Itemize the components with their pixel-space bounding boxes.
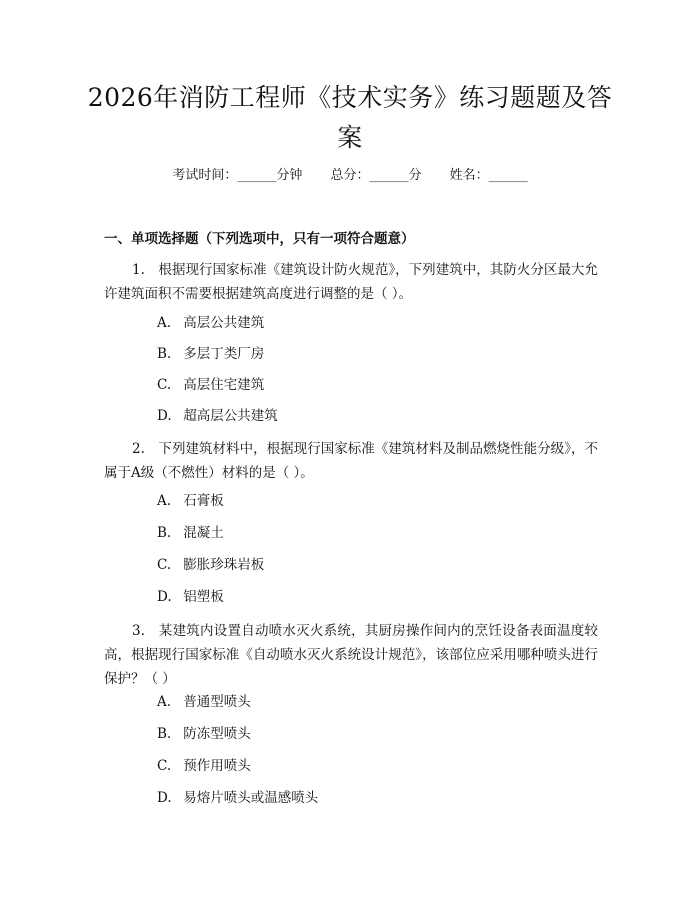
question-1-option-c (157, 375, 264, 395)
option-text: 多层丁类厂房 (183, 346, 265, 362)
question-2-option-b (157, 523, 224, 543)
question-1-option-b (157, 344, 264, 364)
option-label: D. (157, 408, 172, 424)
option-label: B. (157, 525, 172, 541)
option-text: 膨胀珍珠岩板 (183, 557, 265, 573)
section-heading: 一、单项选择题（下列选项中，只有一项符合题意） (104, 231, 415, 247)
question-3-option-d (157, 788, 318, 808)
option-label: C. (157, 377, 172, 393)
option-label: A. (157, 315, 172, 331)
option-label: A. (157, 493, 172, 509)
option-label: C. (157, 557, 172, 573)
question-1-text: 1. 根据现行国家标准《建筑设计防火规范》，下列建筑中，其防火分区最大允许建筑面积不需要根据建筑高度进行调整的是（ ）。 (104, 262, 598, 302)
option-text: 铝塑板 (183, 589, 224, 605)
option-text: 防冻型喷头 (183, 726, 251, 742)
page-title: 2026年消防工程师《技术实务》练习题题及答案 (87, 83, 613, 152)
question-3-option-b (157, 724, 251, 744)
option-text: 易熔片喷头或温感喷头 (183, 790, 319, 806)
exam-time-field: 考试时间：______分钟 (172, 168, 303, 183)
option-label: B. (157, 346, 172, 362)
option-text: 混凝土 (183, 525, 224, 541)
option-label: A. (157, 694, 172, 710)
question-2-option-d (157, 587, 224, 607)
question-1-option-d (157, 406, 278, 426)
question-3-text: 3. 某建筑内设置自动喷水灭火系统，其厨房操作间内的烹饪设备表面温度较高，根据现行国家标准《自动喷水灭火系统设计规范》，该部位应采用哪种喷头进行保护？（ ） (104, 623, 598, 687)
option-text: 超高层公共建筑 (183, 408, 278, 424)
option-text: 高层住宅建筑 (183, 377, 265, 393)
option-text: 普通型喷头 (183, 694, 251, 710)
question-3-option-a (157, 692, 251, 712)
option-text: 预作用喷头 (183, 758, 251, 774)
question-1-option-a (157, 313, 264, 333)
question-2-text: 2. 下列建筑材料中，根据现行国家标准《建筑材料及制品燃烧性能分级》，不属于A级（不燃性）材料的是（ ）。 (104, 441, 598, 481)
option-label: D. (157, 589, 172, 605)
option-label: C. (157, 758, 172, 774)
option-text: 高层公共建筑 (183, 315, 265, 331)
question-2-option-c (157, 555, 264, 575)
total-score-field: 总分：______分 (330, 168, 422, 183)
exam-meta (0, 166, 700, 186)
option-label: D. (157, 790, 172, 806)
question-2-option-a (157, 491, 224, 511)
candidate-name-field: 姓名：______ (449, 168, 528, 183)
option-label: B. (157, 726, 172, 742)
option-text: 石膏板 (183, 493, 224, 509)
question-3-option-c (157, 756, 251, 776)
